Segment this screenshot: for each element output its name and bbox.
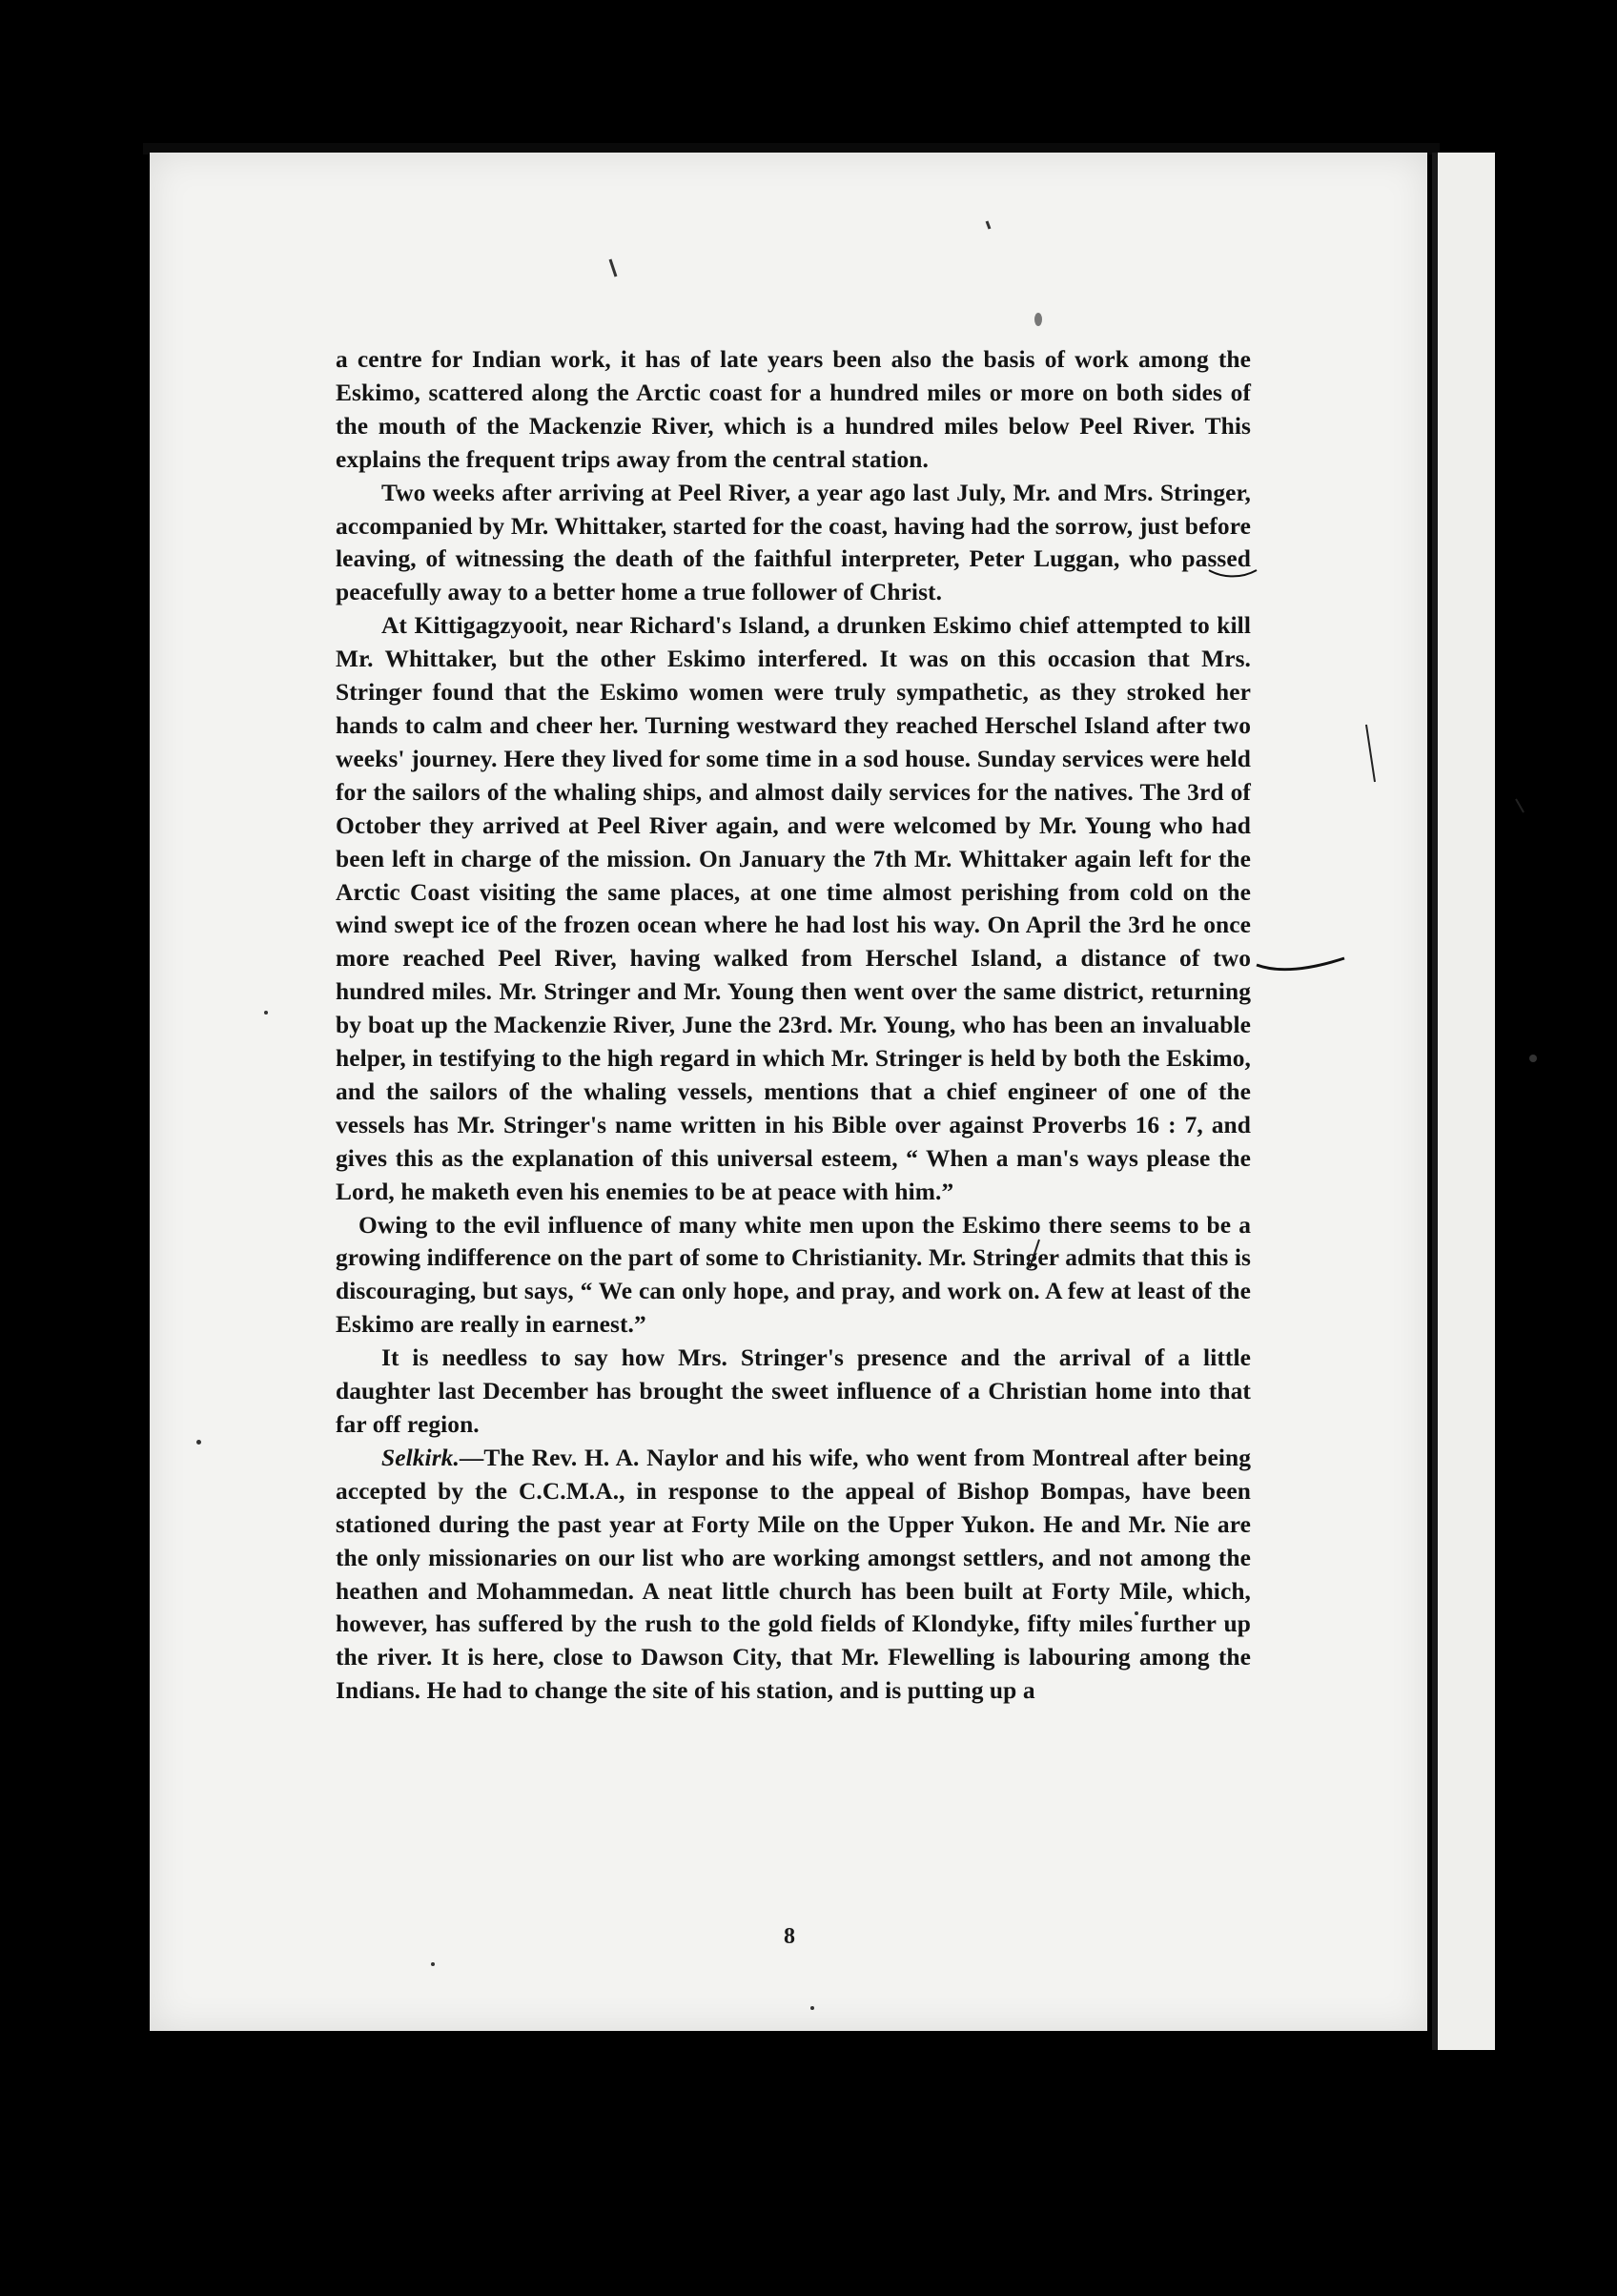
paragraph-text: Owing to the evil influence of many white men upon the Eskimo there seems to be a growing indifference on the part of some to Christianity. Mr. Stringer admits that this is discouraging, but says, “ We can only hope, and pray, and work on. A few at least of the Eskimo are really in earnest.” (336, 1211, 1251, 1339)
paragraph-text: a centre for Indian work, it has of late years been also the basis of work among the Eskimo, scattered along the Arctic coast for a hundred miles or more on both sides of the mouth of the Mackenzie River, which is a hundred miles below Peel River. This explains the frequent trips away from the central station. (336, 346, 1251, 473)
scan-speck (1529, 1055, 1537, 1062)
paragraph (336, 1342, 1251, 1442)
scan-speck (264, 1011, 268, 1015)
paragraph (336, 1209, 1251, 1343)
section-heading: Selkirk. (381, 1444, 460, 1471)
page-number: 8 (784, 1924, 795, 1949)
scan-speck (431, 1962, 435, 1966)
paragraph (336, 343, 1251, 477)
scan-speck (810, 2006, 814, 2010)
paragraph (336, 609, 1251, 1208)
paragraph-text: Two weeks after arriving at Peel River, a year ago last July, Mr. and Mrs. Stringer, accompanied by Mr. Whittaker, started for the coast, having had the sorrow, just before leaving, of witnessing the death of the faithful interpreter, Peter Luggan, who passed peacefully away to a better home a true follower of Christ. (336, 479, 1251, 606)
scan-speck (196, 1440, 201, 1445)
paragraph (336, 477, 1251, 610)
paragraph-text: At Kittigagzyooit, near Richard's Island, a drunken Eskimo chief attempted to kill Mr. Whittaker, but the other Eskimo interfered. It was on this occasion that Mrs. Stringer found that the Eskimo women were truly sympathetic, as they stroked her hands to calm and cheer her. Turning westward they reached Herschel Island after two weeks' journey. Here they lived for some time in a sod house. Sunday services were held for the sailors of the whaling ships, and almost daily services for the natives. The 3rd of October they arrived at Peel River again, and were welcomed by Mr. Young who had been left in charge of the mission. On January the 7th Mr. Whittaker again left for the Arctic Coast visiting the same places, at one time almost perishing from cold on the wind swept ice of the frozen ocean where he had lost his way. On April the 3rd he once more reached Peel River, having walked from Herschel Island, a distance of two hundred miles. Mr. Stringer and Mr. Young then went over the same district, returning by boat up the Mackenzie River, June the 23rd. Mr. Young, who has been an invaluable helper, in testifying to the high regard in which Mr. Stringer is held by both the Eskimo, and the sailors of the whaling vessels, mentions that a chief engineer of one of the vessels has Mr. Stringer's name written in his Bible over against Proverbs 16 : 7, and gives this as the explanation of this universal esteem, “ When a man's ways please the Lord, he maketh even his enemies to be at peace with him.” (336, 612, 1251, 1205)
paragraph-text: —The Rev. H. A. Naylor and his wife, who went from Montreal after being accepted by the C.C.M.A., in response to the appeal of Bishop Bompas, have been stationed during the past year at Forty Mile on the Upper Yukon. He and Mr. Nie are the only missionaries on our list who are working amongst settlers, and not among the heathen and Mohammedan. A neat little church has been built at Forty Mile, which, however, has suffered by the rush to the gold fields of Klondyke, fifty miles further up the river. It is here, close to Dawson City, that Mr. Flewelling is labouring among the Indians. He had to change the site of his station, and is putting up a (336, 1444, 1251, 1705)
paragraph (336, 1442, 1251, 1708)
scan-speck (1034, 313, 1042, 326)
paragraph-text: It is needless to say how Mrs. Stringer's presence and the arrival of a little daughter last December has brought the sweet influence of a Christian home into that far off region. (336, 1344, 1251, 1438)
body-text (336, 343, 1251, 1708)
adjacent-page-edge (1438, 153, 1495, 2050)
